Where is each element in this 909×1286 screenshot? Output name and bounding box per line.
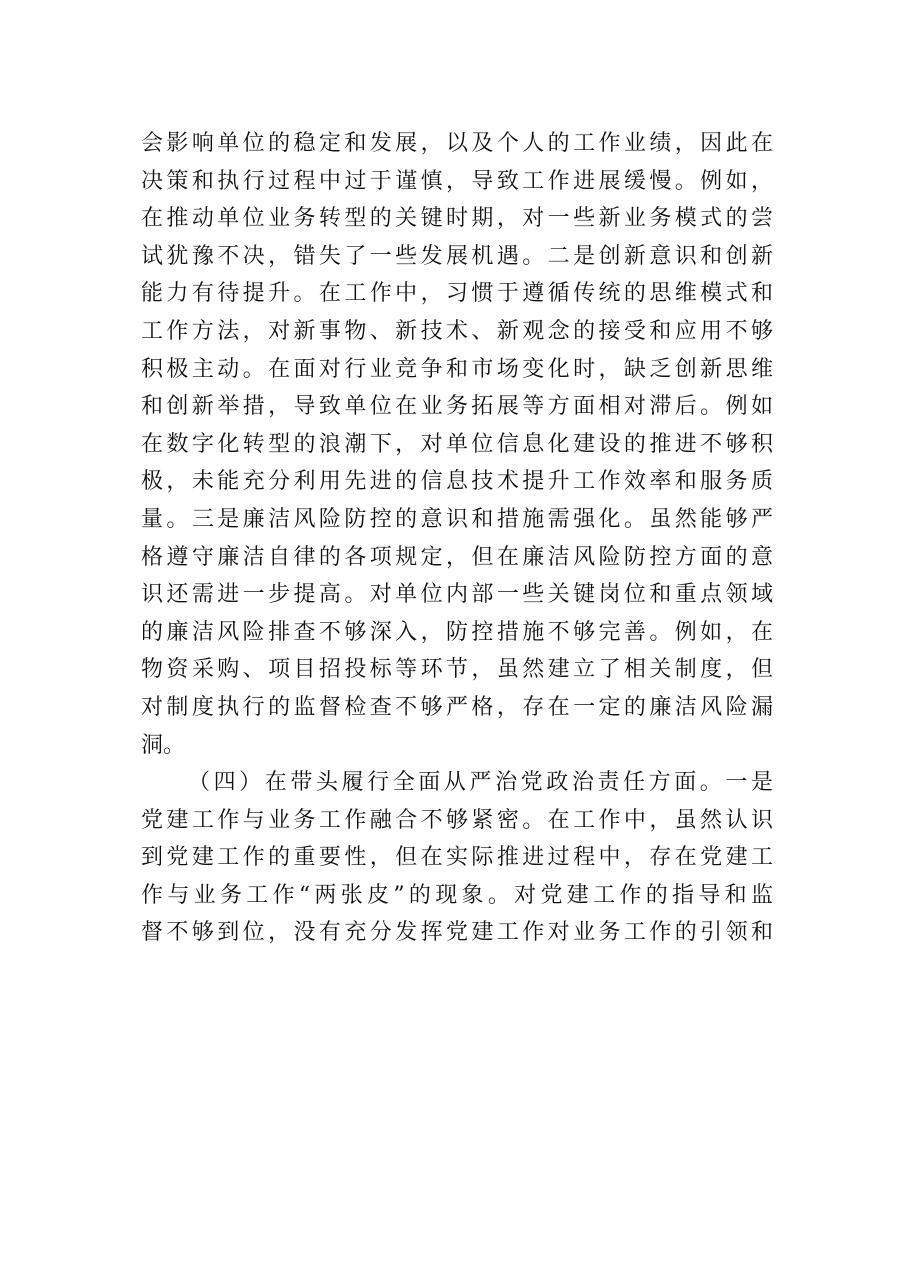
text-line: 能力有待提升。在工作中，习惯于遵循传统的思维模式和 [141, 281, 773, 307]
text-line: 物资采购、项目招投标等环节，虽然建立了相关制度，但 [141, 657, 773, 683]
paragraph-end-line: 洞。 [141, 732, 186, 758]
text-line: 在数字化转型的浪潮下，对单位信息化建设的推进不够积 [141, 431, 773, 457]
text-line: 在推动单位业务转型的关键时期，对一些新业务模式的尝 [141, 206, 773, 232]
text-line: 作与业务工作“两张皮”的现象。对党建工作的指导和监 [141, 882, 773, 908]
body-text [141, 125, 773, 952]
text-line: 和创新举措，导致单位在业务拓展等方面相对滞后。例如 [141, 394, 773, 420]
text-line: 督不够到位，没有充分发挥党建工作对业务工作的引领和 [141, 920, 773, 946]
text-line: 识还需进一步提高。对单位内部一些关键岗位和重点领域 [141, 582, 773, 608]
text-line: 积极主动。在面对行业竞争和市场变化时，缺乏创新思维 [141, 356, 773, 382]
text-line: 的廉洁风险排查不够深入，防控措施不够完善。例如，在 [141, 619, 773, 645]
text-line: 极，未能充分利用先进的信息技术提升工作效率和服务质 [141, 469, 773, 495]
text-line: 到党建工作的重要性，但在实际推进过程中，存在党建工 [141, 845, 773, 871]
text-line: 决策和执行过程中过于谨慎，导致工作进展缓慢。例如， [141, 168, 773, 194]
text-line: 工作方法，对新事物、新技术、新观念的接受和应用不够 [141, 318, 773, 344]
section-heading-line: （四）在带头履行全面从严治党政治责任方面。一是 [188, 770, 773, 796]
text-line: 量。三是廉洁风险防控的意识和措施需强化。虽然能够严 [141, 506, 773, 532]
text-line: 对制度执行的监督检查不够严格，存在一定的廉洁风险漏 [141, 694, 773, 720]
text-line: 试犹豫不决，错失了一些发展机遇。二是创新意识和创新 [141, 243, 773, 269]
text-line: 党建工作与业务工作融合不够紧密。在工作中，虽然认识 [141, 807, 773, 833]
text-line: 格遵守廉洁自律的各项规定，但在廉洁风险防控方面的意 [141, 544, 773, 570]
text-line: 会影响单位的稳定和发展，以及个人的工作业绩，因此在 [141, 131, 773, 156]
